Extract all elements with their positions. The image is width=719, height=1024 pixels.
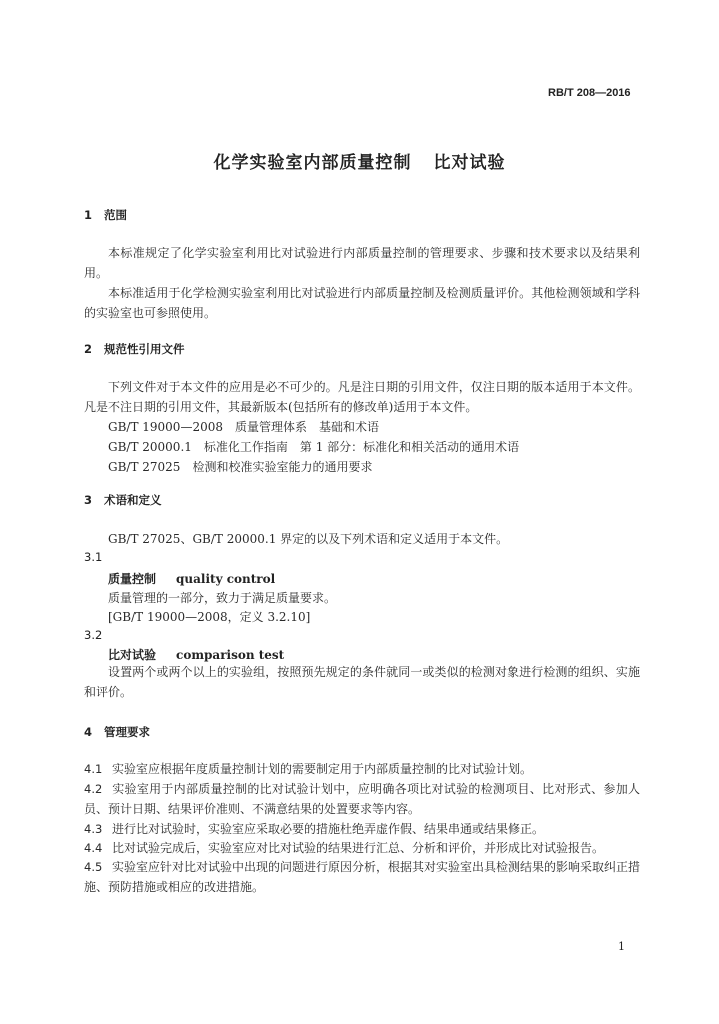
section-number: 1 bbox=[84, 208, 93, 222]
term-definition: 设置两个或两个以上的实验组，按照预先规定的条件就同一或类似的检测对象进行检测的组织、实施和评价。 bbox=[84, 665, 640, 699]
item-number: 4.5 bbox=[84, 860, 103, 874]
section-1-heading bbox=[84, 207, 127, 223]
section-number: 2 bbox=[84, 342, 93, 356]
section-3-heading bbox=[84, 492, 162, 508]
term-name-en: quality control bbox=[176, 572, 276, 586]
term-name-cn: 比对试验 bbox=[108, 648, 157, 662]
standard-number: RB/T 208—2016 bbox=[548, 87, 631, 99]
title-part1: 化学实验室内部质量控制 bbox=[213, 153, 412, 173]
item-number: 4.2 bbox=[84, 782, 103, 796]
term-number: 3.1 bbox=[84, 550, 103, 564]
item-number: 4.4 bbox=[84, 841, 103, 855]
term-name-en: comparison test bbox=[176, 648, 285, 662]
item-text: 实验室用于内部质量控制的比对试验计划中，应明确各项比对试验的检测项目、比对形式、参加人员、预计日期、结果评价准则、不满意结果的处置要求等内容。 bbox=[84, 782, 640, 816]
requirement-item bbox=[84, 838, 640, 858]
section-1-paragraph-2: 本标准适用于化学检测实验室利用比对试验进行内部质量控制及检测质量评价。其他检测领域和学科的实验室也可参照使用。 bbox=[84, 286, 640, 320]
section-2-heading bbox=[84, 341, 185, 357]
reference-item: GB/T 27025 检测和校准实验室能力的通用要求 bbox=[108, 460, 373, 474]
title-part2: 比对试验 bbox=[433, 153, 506, 173]
section-number: 3 bbox=[84, 493, 93, 507]
reference-item: GB/T 19000—2008 质量管理体系 基础和术语 bbox=[108, 420, 379, 434]
section-title: 范围 bbox=[104, 208, 127, 222]
section-4-heading bbox=[84, 724, 150, 740]
requirement-item bbox=[84, 819, 640, 839]
section-2-paragraph-1: 下列文件对于本文件的应用是必不可少的。凡是注日期的引用文件，仅注日期的版本适用于本文件。凡是不注日期的引用文件，其最新版本(包括所有的修改单)适用于本文件。 bbox=[84, 380, 640, 414]
section-number: 4 bbox=[84, 725, 93, 739]
requirement-item bbox=[84, 857, 640, 897]
section-title: 术语和定义 bbox=[104, 493, 162, 507]
term-heading bbox=[108, 570, 275, 587]
item-number: 4.3 bbox=[84, 822, 103, 836]
section-title: 规范性引用文件 bbox=[104, 342, 185, 356]
document-title bbox=[0, 148, 719, 173]
requirement-item bbox=[84, 779, 640, 819]
term-heading bbox=[108, 646, 284, 663]
item-text: 实验室应针对比对试验中出现的问题进行原因分析，根据其对实验室出具检测结果的影响采取纠正措施、预防措施或相应的改进措施。 bbox=[84, 860, 641, 894]
item-number: 4.1 bbox=[84, 762, 103, 776]
section-3-paragraph-1: GB/T 27025、GB/T 20000.1 界定的以及下列术语和定义适用于本文件。 bbox=[108, 532, 509, 546]
section-1-paragraph-1: 本标准规定了化学实验室利用比对试验进行内部质量控制的管理要求、步骤和技术要求以及结果利用。 bbox=[84, 246, 640, 280]
page-number: 1 bbox=[618, 940, 625, 953]
requirement-item bbox=[84, 759, 640, 779]
section-title: 管理要求 bbox=[104, 725, 150, 739]
term-name-cn: 质量控制 bbox=[108, 572, 157, 586]
item-text: 实验室应根据年度质量控制计划的需要制定用于内部质量控制的比对试验计划。 bbox=[112, 762, 533, 776]
term-number: 3.2 bbox=[84, 628, 103, 642]
item-text: 进行比对试验时，实验室应采取必要的措施杜绝弄虚作假、结果串通或结果修正。 bbox=[112, 822, 545, 836]
term-source: [GB/T 19000—2008，定义 3.2.10] bbox=[108, 610, 311, 624]
term-definition: 质量管理的一部分，致力于满足质量要求。 bbox=[108, 591, 337, 605]
item-text: 比对试验完成后，实验室应对比对试验的结果进行汇总、分析和评价，并形成比对试验报告。 bbox=[112, 841, 605, 855]
reference-item: GB/T 20000.1 标准化工作指南 第 1 部分：标准化和相关活动的通用术语 bbox=[108, 440, 520, 454]
